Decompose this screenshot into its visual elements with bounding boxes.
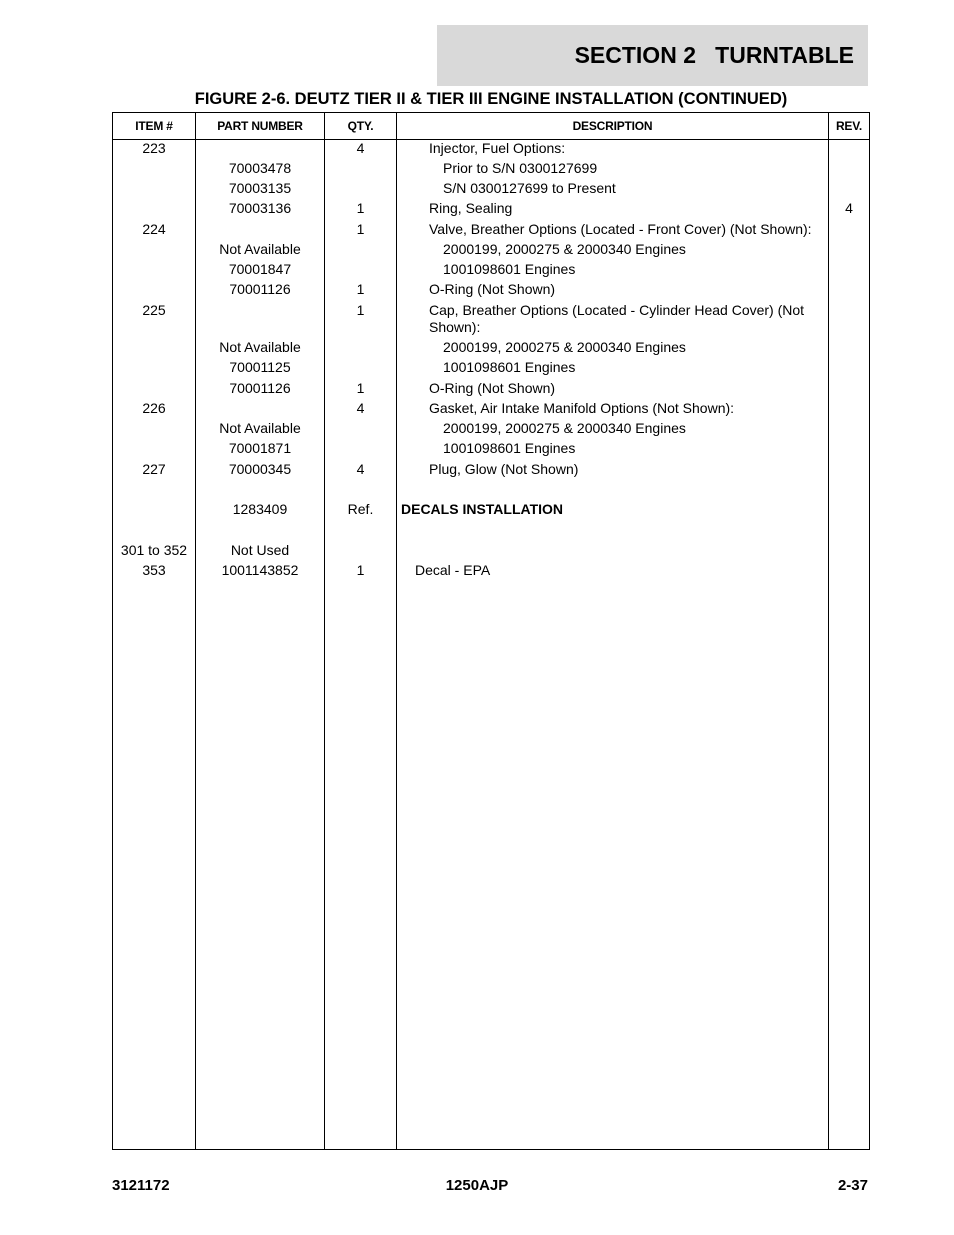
column-header-rev: REV.	[835, 119, 863, 133]
description-cell: 2000199, 2000275 & 2000340 Engines	[443, 420, 686, 436]
part-number-cell: 70003478	[228, 160, 292, 176]
part-number-cell: 70001871	[228, 440, 292, 456]
qty-cell: Ref.	[347, 501, 374, 517]
part-number-cell: 1001143852	[221, 562, 299, 578]
description-cell: Gasket, Air Intake Manifold Options (Not Shown):	[429, 400, 735, 416]
description-cell: Prior to S/N 0300127699	[443, 160, 598, 176]
qty-cell: 1	[356, 221, 365, 237]
description-cell: Valve, Breather Options (Located - Front Cover) (Not Shown):	[429, 221, 812, 237]
part-number-cell: 70001126	[229, 281, 291, 297]
qty-cell: 1	[356, 380, 365, 396]
column-divider	[828, 113, 829, 1149]
qty-cell: 1	[356, 281, 365, 297]
part-number-cell: Not Used	[230, 542, 290, 558]
part-number-cell: 70001847	[228, 261, 292, 277]
part-number-cell: 70003136	[228, 200, 292, 216]
qty-cell: 4	[356, 461, 365, 477]
part-number-cell: Not Available	[219, 241, 301, 257]
qty-cell: 4	[356, 140, 365, 156]
column-header-part-number: PART NUMBER	[217, 119, 303, 133]
description-cell: O-Ring (Not Shown)	[429, 380, 556, 396]
description-cell: 1001098601 Engines	[443, 261, 576, 277]
section-title: SECTION 2 TURNTABLE	[574, 42, 854, 68]
description-cell: Plug, Glow (Not Shown)	[429, 461, 579, 477]
part-number-cell: 70001126	[229, 380, 291, 396]
part-number-cell: 70003135	[228, 180, 292, 196]
description-cell: Injector, Fuel Options:	[429, 140, 566, 156]
item-cell: 223	[142, 140, 166, 156]
part-number-cell: 70000345	[228, 461, 292, 477]
column-header-description: DESCRIPTION	[572, 119, 653, 133]
qty-cell: 1	[356, 200, 365, 216]
description-cell: 1001098601 Engines	[443, 359, 576, 375]
description-cell: Ring, Sealing	[429, 200, 513, 216]
item-cell: 226	[142, 400, 166, 416]
column-divider	[324, 113, 325, 1149]
qty-cell: 4	[356, 400, 365, 416]
part-number-cell: Not Available	[219, 339, 301, 355]
description-cell: S/N 0300127699 to Present	[443, 180, 616, 196]
item-cell: 224	[142, 221, 166, 237]
item-cell: 301 to 352	[120, 542, 188, 558]
description-cell: O-Ring (Not Shown)	[429, 281, 556, 297]
qty-cell: 1	[356, 562, 365, 578]
item-cell: 353	[142, 562, 166, 578]
description-cell: Decal - EPA	[415, 562, 491, 578]
figure-title: FIGURE 2-6. DEUTZ TIER II & TIER III ENGINE INSTALLATION (CONTINUED)	[194, 90, 788, 108]
part-number-cell: 1283409	[232, 501, 288, 517]
footer-model: 1250AJP	[445, 1177, 509, 1194]
description-cell: 1001098601 Engines	[443, 440, 576, 456]
section-header	[437, 25, 868, 86]
description-cell: DECALS INSTALLATION	[401, 501, 564, 517]
part-number-cell: 70001125	[229, 359, 291, 375]
rev-cell: 4	[845, 200, 853, 216]
description-cell: 2000199, 2000275 & 2000340 Engines	[443, 241, 686, 257]
column-header-qty: QTY.	[347, 119, 374, 133]
column-header-item: ITEM #	[135, 119, 173, 133]
part-number-cell: Not Available	[219, 420, 301, 436]
footer-page-number: 2-37	[837, 1177, 868, 1194]
item-cell: 225	[142, 302, 166, 318]
item-cell: 227	[142, 461, 166, 477]
parts-table	[112, 112, 870, 1150]
description-cell: Cap, Breather Options (Located - Cylinder Head Cover) (Not Shown):	[429, 302, 805, 335]
qty-cell: 1	[356, 302, 365, 318]
footer-doc-number: 3121172	[112, 1177, 170, 1194]
description-cell: 2000199, 2000275 & 2000340 Engines	[443, 339, 686, 355]
